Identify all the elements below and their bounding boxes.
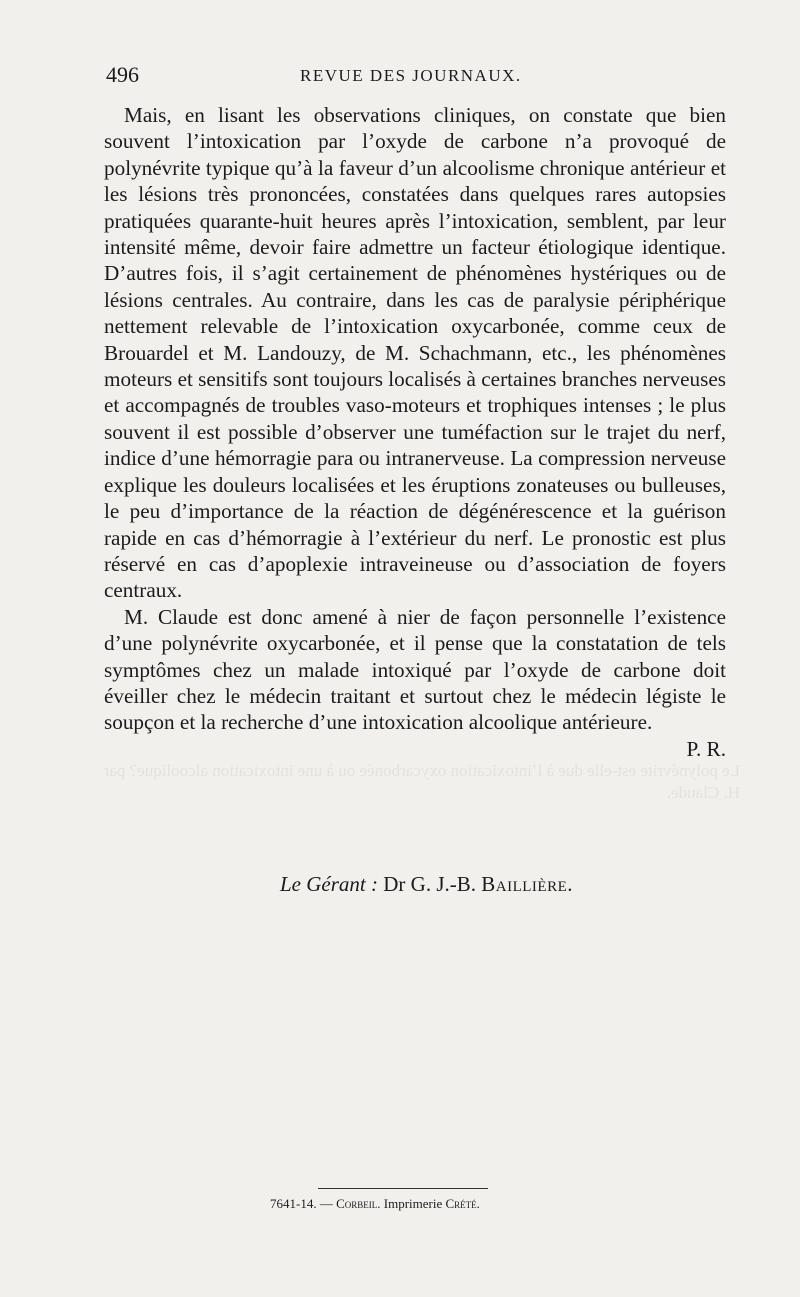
imprint-printer: Imprimerie xyxy=(383,1196,443,1211)
imprint-city: Corbeil. xyxy=(336,1196,381,1211)
imprint-printer-name: Crété. xyxy=(445,1196,480,1211)
signature-name: G. J.-B. xyxy=(410,872,477,896)
article-body xyxy=(104,102,726,762)
paragraph-1: Mais, en lisant les observations cliniques, on constate que bien souvent l’intoxication par l’oxyde de carbone n’a provoqué de polynévrite typique qu’à la faveur d’un alcoolisme chronique antérieur et les lésions très prononcées, constatées dans quelques rares autopsies pratiquées quarante-huit heures après l’intoxication, semblent, par leur intensité même, devoir faire admettre un facteur étiologique identique. D’autres fois, il s’agit certainement de phénomènes hystériques ou de lésions centrales. Au contraire, dans les cas de paralysie périphérique nettement relevable de l’intoxication oxycarbonée, comme ceux de Brouardel et M. Landouzy, de M. Schachmann, etc., les phénomènes moteurs et sensitifs sont toujours localisés à certaines branches nerveuses et accompagnés de troubles vaso-moteurs et trophiques intenses ; le plus souvent il est possible d’observer une tuméfaction sur le trajet du nerf, indice d’une hémorragie para ou intranerveuse. La compression nerveuse explique les douleurs localisées et les éruptions zonateuses ou bulleuses, le peu d’importance de la réaction de dégénérescence et la guérison rapide en cas d’hémorragie à l’extérieur du nerf. Le pronostic est plus réservé en cas d’apoplexie intraveineuse ou d’association de foyers centraux. xyxy=(104,103,726,603)
signature-surname: Baillière. xyxy=(481,872,574,896)
publisher-signature xyxy=(280,872,573,897)
signature-role: Le Gérant : xyxy=(280,872,378,896)
footer-rule xyxy=(318,1188,488,1189)
author-initials: P. R. xyxy=(686,736,726,761)
signoff xyxy=(104,736,726,762)
paragraph-2 xyxy=(104,604,726,736)
signature-title: Dr xyxy=(383,872,406,896)
running-head: REVUE DES JOURNAUX. xyxy=(300,66,522,85)
imprint-dash: — xyxy=(319,1196,333,1211)
paragraph-2-text: M. Claude est donc amené à nier de façon personnelle l’existence d’une polynévrite oxycarbonée, et il pense que la constatation de tels symptômes chez un malade intoxiqué par l’oxyde de carbone doit éveiller chez le médecin traitant et surtout chez le médecin légiste le soupçon et la recherche d’une intoxication alcoolique antérieure. xyxy=(104,604,726,735)
printer-imprint xyxy=(270,1196,480,1212)
imprint-code: 7641-14. xyxy=(270,1196,317,1211)
show-through-text: Le polynévrite est-elle due à l’intoxication oxycarbonée ou à une intoxication alcoolique? par H. Claude. xyxy=(103,761,740,802)
page-number: 496 xyxy=(106,62,139,87)
